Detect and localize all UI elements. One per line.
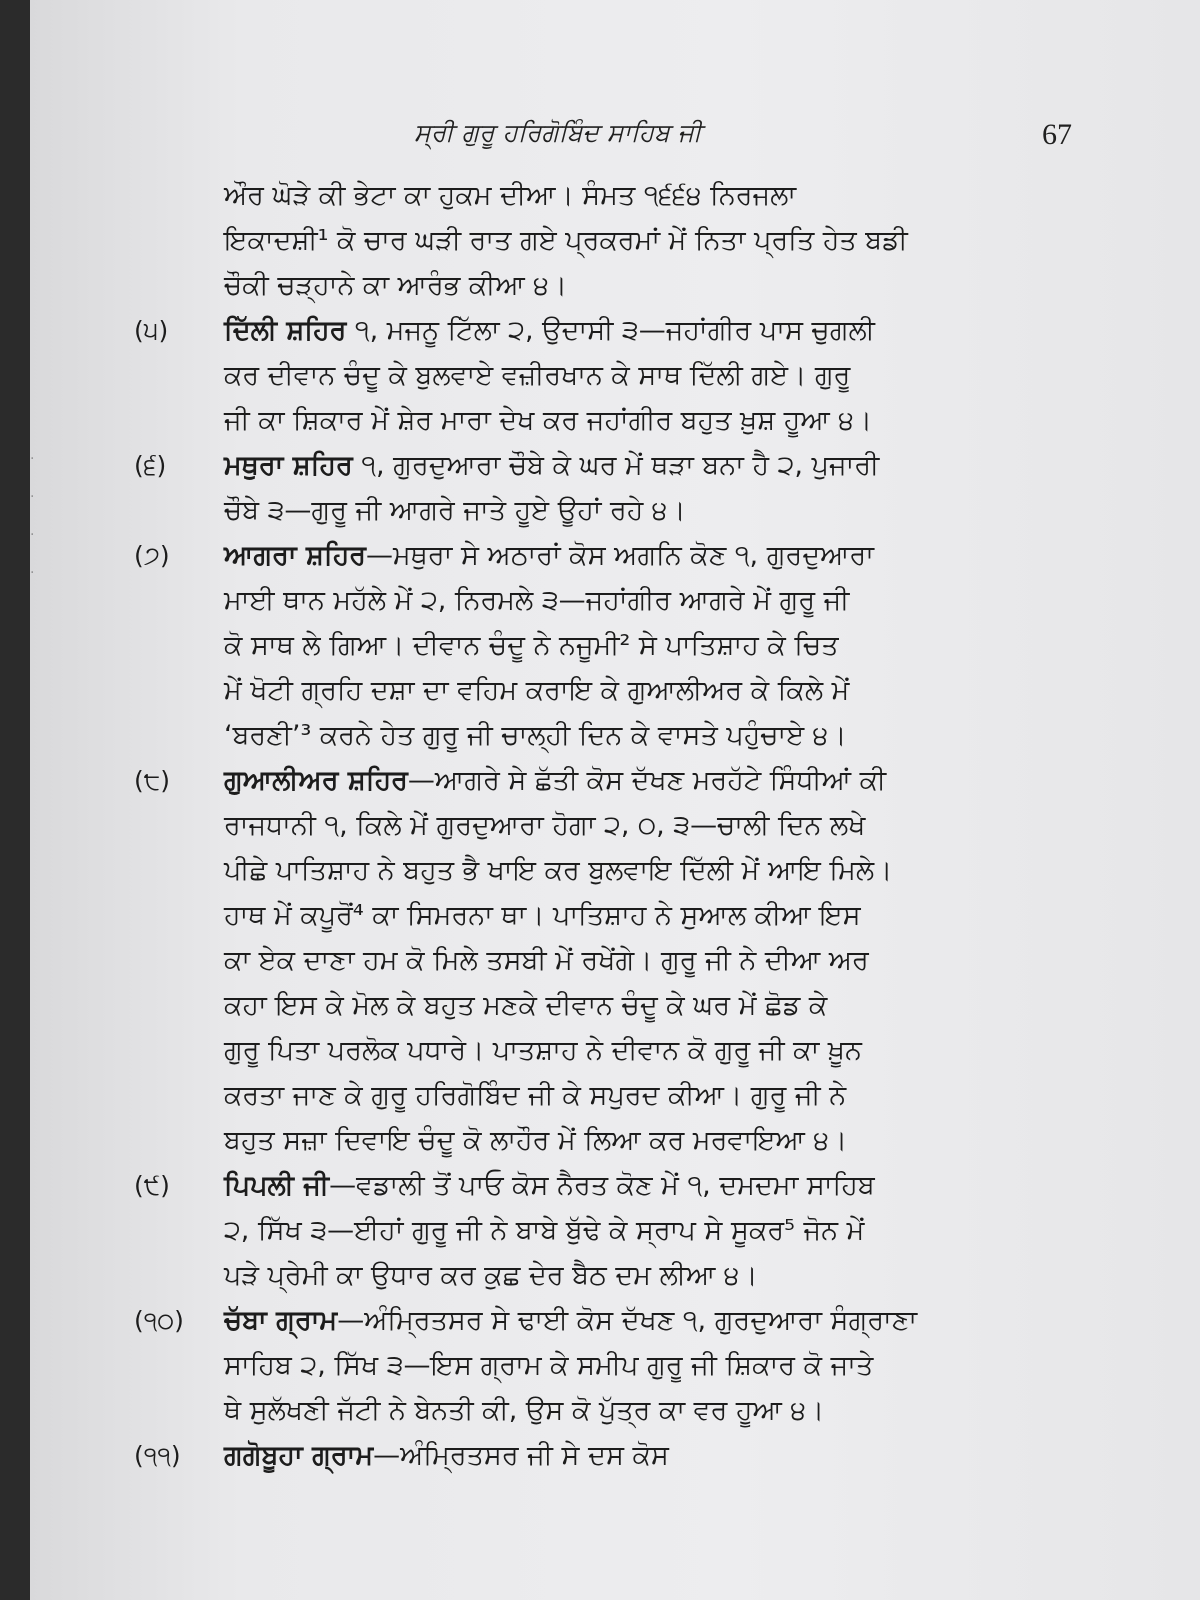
entry-heading: ਮਥੁਰਾ ਸ਼ਹਿਰ — [224, 450, 353, 481]
text-line: ਕਰਤਾ ਜਾਣ ਕੇ ਗੁਰੂ ਹਰਿਗੋਬਿੰਦ ਜੀ ਕੇ ਸਪੁਰਦ ਕੀਆ। ਗੁਰੂ ਜੀ ਨੇ — [224, 1080, 847, 1111]
entry-heading: ਦਿੱਲੀ ਸ਼ਹਿਰ — [224, 315, 347, 346]
entry-number: (੮) — [134, 766, 171, 795]
entry-7 — [134, 533, 1088, 758]
text-line: ਥੇ ਸੁਲੱਖਣੀ ਜੱਟੀ ਨੇ ਬੇਨਤੀ ਕੀ, ਉਸ ਕੋ ਪੁੱਤ੍ਰ ਕਾ ਵਰ ਹੂਆ ੪। — [224, 1395, 825, 1426]
text-line: ‘ਬਰਣੀ’³ ਕਰਨੇ ਹੇਤ ਗੁਰੂ ਜੀ ਚਾਲ੍ਹੀ ਦਿਨ ਕੇ ਵਾਸਤੇ ਪਹੁੰਚਾਏ ੪। — [224, 720, 847, 751]
text-line: ਕਾ ਏਕ ਦਾਣਾ ਹਮ ਕੋ ਮਿਲੇ ਤਸਬੀ ਮੇਂ ਰਖੇਂਗੇ। ਗੁਰੂ ਜੀ ਨੇ ਦੀਆ ਅਰ — [224, 945, 869, 976]
text-line: —ਮਥੁਰਾ ਸੇ ਅਠਾਰਾਂ ਕੋਸ ਅਗਨਿ ਕੋਣ ੧, ਗੁਰਦੁਆਰਾ — [366, 540, 874, 571]
entry-number: (੯) — [134, 1171, 170, 1200]
entry-11 — [134, 1433, 1088, 1478]
text-line: ੨, ਸਿੱਖ ੩—ਈਹਾਂ ਗੁਰੂ ਜੀ ਨੇ ਬਾਬੇ ਬੁੱਢੇ ਕੇ ਸ੍ਰਾਪ ਸੇ ਸੂਕਰ⁵ ਜੋਨ ਮੇਂ — [224, 1215, 865, 1246]
page-body — [128, 173, 1088, 1478]
entry-number: (੭) — [134, 541, 170, 570]
text-line: ਇਕਾਦਸ਼ੀ¹ ਕੋ ਚਾਰ ਘੜੀ ਰਾਤ ਗਏ ਪ੍ਰਕਰਮਾਂ ਮੇਂ ਨਿਤਾ ਪ੍ਰਤਿ ਹੇਤ ਬਡੀ — [224, 225, 908, 256]
text-line: ਮਾਈ ਥਾਨ ਮਹੱਲੇ ਮੇਂ ੨, ਨਿਰਮਲੇ ੩—ਜਹਾਂਗੀਰ ਆਗਰੇ ਮੇਂ ਗੁਰੂ ਜੀ — [224, 585, 850, 616]
entry-heading: ਗਗੋਬੂਹਾ ਗ੍ਰਾਮ — [224, 1440, 374, 1471]
entry-number: (੬) — [134, 451, 167, 480]
intro-paragraph — [224, 173, 1088, 308]
text-line: ਹਾਥ ਮੇਂ ਕਪੂਰੋਂ⁴ ਕਾ ਸਿਮਰਨਾ ਥਾ। ਪਾਤਿਸ਼ਾਹ ਨੇ ਸੁਆਲ ਕੀਆ ਇਸ — [224, 900, 861, 931]
entry-heading: ਪਿਪਲੀ ਜੀ — [224, 1170, 330, 1201]
text-line: ੧, ਗੁਰਦੁਆਰਾ ਚੌਬੇ ਕੇ ਘਰ ਮੇਂ ਥੜਾ ਬਨਾ ਹੈ ੨, ਪੁਜਾਰੀ — [352, 450, 880, 481]
text-line: ਕਰ ਦੀਵਾਨ ਚੰਦੂ ਕੇ ਬੁਲਵਾਏ ਵਜ਼ੀਰਖਾਨ ਕੇ ਸਾਥ ਦਿੱਲੀ ਗਏ। ਗੁਰੂ — [224, 360, 851, 391]
text-line: ਔਰ ਘੋੜੇ ਕੀ ਭੇਟਾ ਕਾ ਹੁਕਮ ਦੀਆ। ਸੰਮਤ ੧੬੬੪ ਨਿਰਜਲਾ — [224, 180, 797, 211]
text-line: ਬਹੁਤ ਸਜ਼ਾ ਦਿਵਾਇ ਚੰਦੂ ਕੋ ਲਾਹੌਰ ਮੇਂ ਲਿਆ ਕਰ ਮਰਵਾਇਆ ੪। — [224, 1125, 848, 1156]
text-line: ਪੜੇ ਪ੍ਰੇਮੀ ਕਾ ਉਧਾਰ ਕਰ ਕੁਛ ਦੇਰ ਬੈਠ ਦਮ ਲੀਆ ੪। — [224, 1260, 758, 1291]
text-line: ਪੀਛੇ ਪਾਤਿਸ਼ਾਹ ਨੇ ਬਹੁਤ ਭੈ ਖਾਇ ਕਰ ਬੁਲਵਾਇ ਦਿੱਲੀ ਮੇਂ ਆਇ ਮਿਲੇ। — [224, 855, 893, 886]
text-line: ਚੌਬੇ ੩—ਗੁਰੂ ਜੀ ਆਗਰੇ ਜਾਤੇ ਹੂਏ ਊਹਾਂ ਰਹੇ ੪। — [224, 495, 686, 526]
entry-5 — [134, 308, 1088, 443]
text-line: ਰਾਜਧਾਨੀ ੧, ਕਿਲੇ ਮੇਂ ਗੁਰਦੁਆਰਾ ਹੋਗਾ ੨, ੦, ੩—ਚਾਲੀ ਦਿਨ ਲਖੇ — [224, 810, 866, 841]
entry-6 — [134, 443, 1088, 533]
text-line: ੧, ਮਜਨੂ ਟਿੱਲਾ ੨, ਉਦਾਸੀ ੩—ਜਹਾਂਗੀਰ ਪਾਸ ਚੁਗਲੀ — [346, 315, 875, 346]
text-line: ਕੋ ਸਾਥ ਲੇ ਗਿਆ। ਦੀਵਾਨ ਚੰਦੂ ਨੇ ਨਜੂਮੀ² ਸੇ ਪਾਤਿਸ਼ਾਹ ਕੇ ਚਿਤ — [224, 630, 839, 661]
text-line: —ਵਡਾਲੀ ਤੋਂ ਪਾਓ ਕੋਸ ਨੈਰਤ ਕੋਣ ਮੇਂ ੧, ਦਮਦਮਾ ਸਾਹਿਬ — [329, 1170, 875, 1201]
text-line: ਕਹਾ ਇਸ ਕੇ ਮੋਲ ਕੇ ਬਹੁਤ ਮਣਕੇ ਦੀਵਾਨ ਚੰਦੂ ਕੇ ਘਰ ਮੇਂ ਛੋਡ ਕੇ — [224, 990, 828, 1021]
running-title: ਸ੍ਰੀ ਗੁਰੂ ਹਰਿਗੋਬਿੰਦ ਸਾਹਿਬ ਜੀ — [414, 118, 702, 147]
book-page — [30, 0, 1200, 1600]
text-line: ਚੌਕੀ ਚੜ੍ਹਾਨੇ ਕਾ ਆਰੰਭ ਕੀਆ ੪। — [224, 270, 568, 301]
text-line: —ਅੰਮ੍ਰਿਤਸਰ ਜੀ ਸੇ ਦਸ ਕੋਸ — [373, 1440, 669, 1471]
entry-number: (੧੦) — [134, 1306, 184, 1335]
entry-heading: ਗੁਆਲੀਅਰ ਸ਼ਹਿਰ — [224, 765, 408, 796]
text-line: —ਅੰਮ੍ਰਿਤਸਰ ਸੇ ਢਾਈ ਕੋਸ ਦੱਖਣ ੧, ਗੁਰਦੁਆਰਾ ਸੰਗ੍ਰਾਣਾ — [337, 1305, 918, 1336]
text-line: ਸਾਹਿਬ ੨, ਸਿੱਖ ੩—ਇਸ ਗ੍ਰਾਮ ਕੇ ਸਮੀਪ ਗੁਰੂ ਜੀ ਸ਼ਿਕਾਰ ਕੋ ਜਾਤੇ — [224, 1350, 874, 1381]
entry-10 — [134, 1298, 1088, 1433]
entry-heading: ਚੱਬਾ ਗ੍ਰਾਮ — [224, 1305, 338, 1336]
entry-8 — [134, 758, 1088, 1163]
facing-page-edge: · · · · — [30, 451, 35, 581]
text-line: —ਆਗਰੇ ਸੇ ਛੱਤੀ ਕੋਸ ਦੱਖਣ ਮਰਹੱਟੇ ਸਿੰਧੀਆਂ ਕੀ — [407, 765, 887, 796]
text-line: ਮੇਂ ਖੋਟੀ ਗ੍ਰਹਿ ਦਸ਼ਾ ਦਾ ਵਹਿਮ ਕਰਾਇ ਕੇ ਗੁਆਲੀਅਰ ਕੇ ਕਿਲੇ ਮੇਂ — [224, 675, 850, 706]
page-number: 67 — [1042, 118, 1072, 151]
entry-9 — [134, 1163, 1088, 1298]
entry-number: (੫) — [134, 316, 169, 345]
text-line: ਜੀ ਕਾ ਸ਼ਿਕਾਰ ਮੇਂ ਸ਼ੇਰ ਮਾਰਾ ਦੇਖ ਕਰ ਜਹਾਂਗੀਰ ਬਹੁਤ ਖ਼ੁਸ਼ ਹੂਆ ੪। — [224, 405, 873, 436]
entry-heading: ਆਗਰਾ ਸ਼ਹਿਰ — [224, 540, 367, 571]
entry-number: (੧੧) — [134, 1441, 181, 1470]
text-line: ਗੁਰੂ ਪਿਤਾ ਪਰਲੋਕ ਪਧਾਰੇ। ਪਾਤਸ਼ਾਹ ਨੇ ਦੀਵਾਨ ਕੋ ਗੁਰੂ ਜੀ ਕਾ ਖ਼ੂਨ — [224, 1035, 862, 1066]
